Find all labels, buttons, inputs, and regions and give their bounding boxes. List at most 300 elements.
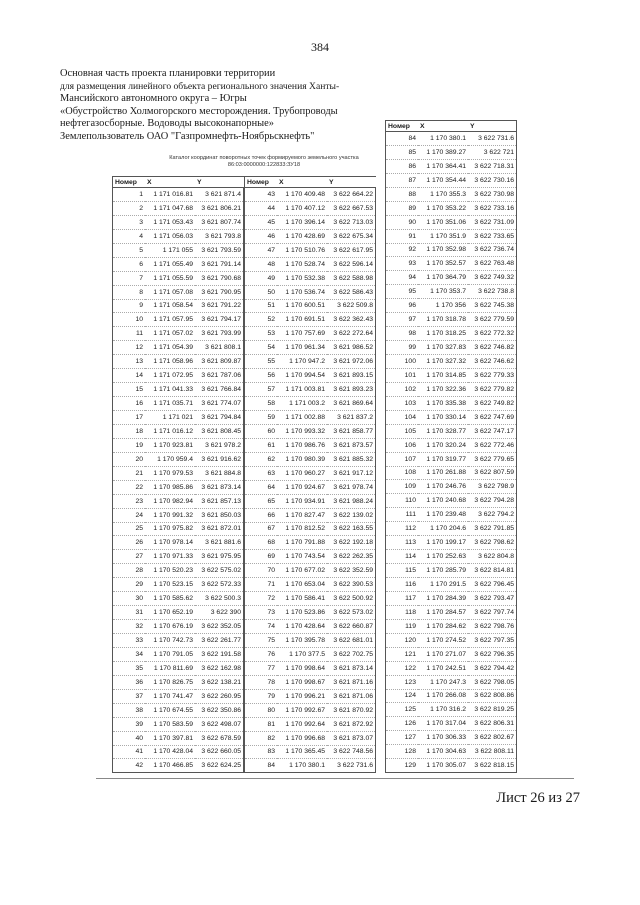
table-row — [386, 452, 517, 466]
table-row — [245, 397, 376, 411]
cell-x: 1 171 057.08 — [145, 285, 195, 299]
cell-y: 3 621 871.4 — [195, 188, 244, 202]
cell-y: 3 621 871.06 — [327, 689, 376, 703]
cell-x: 1 170 364.41 — [418, 159, 468, 173]
cell-y: 3 622 192.18 — [327, 536, 376, 550]
cell-number: 91 — [386, 229, 419, 243]
cell-y: 3 622 796.35 — [468, 647, 517, 661]
cell-y: 3 621 809.87 — [195, 355, 244, 369]
cell-y: 3 622 498.07 — [195, 717, 244, 731]
column-header-number: Номер — [245, 177, 278, 188]
cell-y: 3 622 747.17 — [468, 424, 517, 438]
table-row — [113, 620, 244, 634]
cell-y: 3 621 793.8 — [195, 229, 244, 243]
cell-x: 1 171 047.68 — [145, 201, 195, 215]
cell-x: 1 170 532.38 — [277, 271, 327, 285]
cell-y: 3 622 808.86 — [468, 689, 517, 703]
cell-number: 74 — [245, 620, 278, 634]
column-header-number: Номер — [113, 177, 146, 188]
cell-y: 3 621 808.45 — [195, 424, 244, 438]
table-row — [386, 257, 517, 271]
table-row — [113, 271, 244, 285]
cell-y: 3 622 617.95 — [327, 243, 376, 257]
cell-x: 1 170 536.74 — [277, 285, 327, 299]
cell-number: 30 — [113, 592, 146, 606]
cell-x: 1 170 353.7 — [418, 285, 468, 299]
cell-y: 3 622 139.02 — [327, 508, 376, 522]
column-header-y: Y — [468, 121, 517, 132]
cell-y: 3 622 794.2 — [468, 508, 517, 522]
table-row — [113, 494, 244, 508]
cell-x: 1 171 072.95 — [145, 369, 195, 383]
cell-number: 124 — [386, 689, 419, 703]
cell-number: 66 — [245, 508, 278, 522]
cell-x: 1 170 466.85 — [145, 759, 195, 773]
cell-number: 127 — [386, 731, 419, 745]
cell-x: 1 170 364.79 — [418, 271, 468, 285]
cell-number: 84 — [245, 759, 278, 773]
table-row — [245, 257, 376, 271]
cell-y: 3 622 736.74 — [468, 243, 517, 257]
table-caption — [144, 155, 384, 169]
cell-y: 3 622 730.16 — [468, 173, 517, 187]
cell-x: 1 170 978.14 — [145, 536, 195, 550]
cell-x: 1 170 998.67 — [277, 675, 327, 689]
cell-x: 1 170 743.54 — [277, 550, 327, 564]
cell-x: 1 170 653.04 — [277, 578, 327, 592]
cell-y: 3 621 873.14 — [327, 661, 376, 675]
table-row — [113, 536, 244, 550]
cell-y: 3 621 975.95 — [195, 550, 244, 564]
cell-y: 3 622 746.62 — [468, 355, 517, 369]
table-row — [113, 689, 244, 703]
cell-x: 1 170 320.24 — [418, 438, 468, 452]
table-row — [113, 731, 244, 745]
cell-number: 4 — [113, 229, 146, 243]
table-row — [245, 383, 376, 397]
table-row — [245, 578, 376, 592]
cell-x: 1 170 528.74 — [277, 257, 327, 271]
cell-y: 3 622 798.9 — [468, 480, 517, 494]
cell-y: 3 621 881.6 — [195, 536, 244, 550]
cell-x: 1 170 674.55 — [145, 703, 195, 717]
cell-x: 1 170 199.17 — [418, 536, 468, 550]
cell-number: 18 — [113, 424, 146, 438]
cell-x: 1 171 055.49 — [145, 257, 195, 271]
cell-number: 43 — [245, 188, 278, 202]
cell-x: 1 170 520.23 — [145, 564, 195, 578]
cell-x: 1 170 204.6 — [418, 522, 468, 536]
cell-number: 78 — [245, 675, 278, 689]
cell-x: 1 170 428.64 — [277, 620, 327, 634]
cell-y: 3 621 871.16 — [327, 675, 376, 689]
cell-x: 1 170 356 — [418, 299, 468, 313]
cell-x: 1 170 291.5 — [418, 578, 468, 592]
cell-x: 1 170 327.32 — [418, 355, 468, 369]
cell-y: 3 622 162.98 — [195, 661, 244, 675]
cell-number: 13 — [113, 355, 146, 369]
table-row — [113, 745, 244, 759]
cell-number: 32 — [113, 620, 146, 634]
cell-number: 119 — [386, 619, 419, 633]
cell-x: 1 170 328.77 — [418, 424, 468, 438]
cell-x: 1 170 826.75 — [145, 675, 195, 689]
table-row — [386, 410, 517, 424]
table-row — [245, 313, 376, 327]
cell-number: 20 — [113, 452, 146, 466]
cell-y: 3 622 572.33 — [195, 578, 244, 592]
table-row — [386, 173, 517, 187]
cell-number: 122 — [386, 661, 419, 675]
cell-x: 1 170 389.27 — [418, 145, 468, 159]
cell-y: 3 622 748.56 — [327, 745, 376, 759]
table-row — [245, 480, 376, 494]
cell-number: 129 — [386, 759, 419, 773]
cell-x: 1 171 003.81 — [277, 383, 327, 397]
header-line: нефтегазосборные. Водоводы высоконапорные» — [60, 118, 274, 130]
table-row — [113, 661, 244, 675]
cell-x: 1 170 523.15 — [145, 578, 195, 592]
cell-y: 3 621 791.14 — [195, 257, 244, 271]
table-row — [113, 703, 244, 717]
cell-y: 3 622 678.59 — [195, 731, 244, 745]
cell-x: 1 170 811.69 — [145, 661, 195, 675]
cell-y: 3 621 794.17 — [195, 313, 244, 327]
header-line: Мансийского автономного округа – Югры — [60, 93, 247, 105]
cell-y: 3 621 807.74 — [195, 215, 244, 229]
cell-number: 98 — [386, 327, 419, 341]
table-row — [386, 438, 517, 452]
cell-number: 36 — [113, 675, 146, 689]
header-line: для размещения линейного объекта регионального значения Ханты- — [60, 80, 340, 92]
cell-y: 3 622 500.3 — [195, 592, 244, 606]
cell-y: 3 622 390.53 — [327, 578, 376, 592]
table-row — [113, 592, 244, 606]
cell-y: 3 622 733.65 — [468, 229, 517, 243]
cell-y: 3 622 796.45 — [468, 578, 517, 592]
cell-number: 34 — [113, 647, 146, 661]
table-row — [386, 522, 517, 536]
table-row — [386, 605, 517, 619]
cell-number: 88 — [386, 187, 419, 201]
cell-number: 50 — [245, 285, 278, 299]
cell-y: 3 622 731.09 — [468, 215, 517, 229]
cell-number: 49 — [245, 271, 278, 285]
cell-y: 3 621 986.52 — [327, 341, 376, 355]
cell-number: 10 — [113, 313, 146, 327]
column-header-x: X — [418, 121, 468, 132]
cell-y: 3 622 802.67 — [468, 731, 517, 745]
cell-x: 1 170 947.2 — [277, 355, 327, 369]
cell-x: 1 170 600.51 — [277, 299, 327, 313]
table-header-row — [386, 121, 517, 132]
cell-number: 68 — [245, 536, 278, 550]
cell-number: 21 — [113, 466, 146, 480]
cell-y: 3 622 819.25 — [468, 703, 517, 717]
cell-y: 3 622 596.14 — [327, 257, 376, 271]
cell-x: 1 170 246.76 — [418, 480, 468, 494]
table-row — [113, 606, 244, 620]
cell-y: 3 622 731.6 — [327, 759, 376, 773]
cell-x: 1 170 306.33 — [418, 731, 468, 745]
cell-y: 3 622 779.33 — [468, 368, 517, 382]
table-row — [386, 689, 517, 703]
cell-x: 1 171 058.54 — [145, 299, 195, 313]
table-row — [245, 424, 376, 438]
cell-number: 39 — [113, 717, 146, 731]
cell-x: 1 171 021 — [145, 411, 195, 425]
cell-y: 3 621 850.03 — [195, 508, 244, 522]
table-row — [386, 327, 517, 341]
table-row — [113, 243, 244, 257]
cell-y: 3 622 794.28 — [468, 494, 517, 508]
cell-number: 16 — [113, 397, 146, 411]
cell-x: 1 170 986.76 — [277, 438, 327, 452]
cell-y: 3 621 873.14 — [195, 480, 244, 494]
cell-y: 3 622 818.15 — [468, 759, 517, 773]
table-row — [245, 327, 376, 341]
table-row — [113, 355, 244, 369]
cell-number: 79 — [245, 689, 278, 703]
cell-y: 3 622 746.82 — [468, 341, 517, 355]
table-row — [113, 188, 244, 202]
cell-x: 1 170 992.64 — [277, 717, 327, 731]
cell-x: 1 170 335.38 — [418, 396, 468, 410]
cell-number: 19 — [113, 438, 146, 452]
cell-y: 3 622 509.8 — [327, 299, 376, 313]
cell-y: 3 622 191.58 — [195, 647, 244, 661]
cell-number: 73 — [245, 606, 278, 620]
cell-y: 3 622 798.05 — [468, 675, 517, 689]
table-row — [386, 494, 517, 508]
column-header-x: X — [145, 177, 195, 188]
cell-number: 27 — [113, 550, 146, 564]
cell-x: 1 170 510.76 — [277, 243, 327, 257]
cell-number: 14 — [113, 369, 146, 383]
coordinates-table-left — [112, 176, 244, 773]
cell-y: 3 621 893.15 — [327, 369, 376, 383]
cell-x: 1 170 314.85 — [418, 368, 468, 382]
table-row — [386, 759, 517, 773]
cell-number: 41 — [113, 745, 146, 759]
table-row — [386, 285, 517, 299]
cell-x: 1 171 016.12 — [145, 424, 195, 438]
cell-x: 1 170 991.32 — [145, 508, 195, 522]
table-row — [113, 285, 244, 299]
cell-number: 1 — [113, 188, 146, 202]
cell-y: 3 622 747.69 — [468, 410, 517, 424]
cell-x: 1 170 923.81 — [145, 438, 195, 452]
cell-number: 25 — [113, 522, 146, 536]
cell-y: 3 622 718.31 — [468, 159, 517, 173]
table-row — [245, 285, 376, 299]
cell-x: 1 170 934.91 — [277, 494, 327, 508]
cell-x: 1 170 992.67 — [277, 703, 327, 717]
cell-x: 1 170 239.48 — [418, 508, 468, 522]
cell-y: 3 621 790.95 — [195, 285, 244, 299]
cell-y: 3 621 872.92 — [327, 717, 376, 731]
table-row — [386, 382, 517, 396]
table-row — [386, 145, 517, 159]
cell-x: 1 170 428.04 — [145, 745, 195, 759]
cell-x: 1 170 352.98 — [418, 243, 468, 257]
table-row — [386, 536, 517, 550]
cell-x: 1 170 318.78 — [418, 313, 468, 327]
cell-y: 3 622 500.92 — [327, 592, 376, 606]
cell-x: 1 171 041.33 — [145, 383, 195, 397]
cell-y: 3 622 772.32 — [468, 327, 517, 341]
cell-number: 118 — [386, 605, 419, 619]
cell-y: 3 622 575.02 — [195, 564, 244, 578]
table-row — [386, 466, 517, 480]
table-row — [113, 257, 244, 271]
cell-x: 1 170 305.07 — [418, 759, 468, 773]
cell-number: 89 — [386, 201, 419, 215]
cell-y: 3 622 675.34 — [327, 229, 376, 243]
cell-number: 51 — [245, 299, 278, 313]
cell-number: 22 — [113, 480, 146, 494]
cell-number: 63 — [245, 466, 278, 480]
cell-x: 1 170 351.9 — [418, 229, 468, 243]
table-row — [386, 564, 517, 578]
cell-number: 46 — [245, 229, 278, 243]
cell-y: 3 622 261.77 — [195, 634, 244, 648]
cell-number: 75 — [245, 634, 278, 648]
cell-x: 1 171 054.39 — [145, 341, 195, 355]
cell-y: 3 622 272.64 — [327, 327, 376, 341]
cell-x: 1 170 284.62 — [418, 619, 468, 633]
cell-x: 1 170 396.14 — [277, 215, 327, 229]
cell-y: 3 622 731.6 — [468, 132, 517, 146]
cell-y: 3 621 774.07 — [195, 397, 244, 411]
table-row — [386, 132, 517, 146]
table-row — [245, 369, 376, 383]
cell-x: 1 170 284.39 — [418, 591, 468, 605]
cell-number: 104 — [386, 410, 419, 424]
cell-y: 3 621 857.13 — [195, 494, 244, 508]
cell-y: 3 621 837.2 — [327, 411, 376, 425]
cell-number: 77 — [245, 661, 278, 675]
cell-x: 1 171 002.88 — [277, 411, 327, 425]
cell-x: 1 170 242.51 — [418, 661, 468, 675]
cell-y: 3 621 869.64 — [327, 397, 376, 411]
cell-x: 1 170 998.64 — [277, 661, 327, 675]
cell-y: 3 621 787.06 — [195, 369, 244, 383]
cell-number: 8 — [113, 285, 146, 299]
table-row — [245, 536, 376, 550]
table-row — [245, 675, 376, 689]
cell-x: 1 170 827.47 — [277, 508, 327, 522]
table-row — [386, 243, 517, 257]
document-header — [60, 68, 380, 144]
cell-number: 24 — [113, 508, 146, 522]
table-row — [245, 550, 376, 564]
cell-number: 17 — [113, 411, 146, 425]
cell-x: 1 170 351.06 — [418, 215, 468, 229]
table-row — [113, 717, 244, 731]
table-row — [245, 689, 376, 703]
table-row — [386, 299, 517, 313]
cell-number: 84 — [386, 132, 419, 146]
cell-y: 3 621 793.99 — [195, 327, 244, 341]
table-row — [113, 522, 244, 536]
cell-y: 3 621 873.57 — [327, 438, 376, 452]
cell-number: 102 — [386, 382, 419, 396]
table-row — [113, 578, 244, 592]
cell-x: 1 170 791.05 — [145, 647, 195, 661]
cell-y: 3 622 681.01 — [327, 634, 376, 648]
cell-number: 76 — [245, 647, 278, 661]
cell-number: 52 — [245, 313, 278, 327]
table-row — [113, 313, 244, 327]
cell-number: 45 — [245, 215, 278, 229]
cell-x: 1 170 318.25 — [418, 327, 468, 341]
table-row — [245, 243, 376, 257]
table-row — [245, 564, 376, 578]
page-number: 384 — [311, 40, 329, 54]
cell-x: 1 170 980.39 — [277, 452, 327, 466]
cell-number: 96 — [386, 299, 419, 313]
cell-x: 1 170 397.81 — [145, 731, 195, 745]
cell-number: 40 — [113, 731, 146, 745]
table-header-row — [113, 177, 244, 188]
cell-number: 62 — [245, 452, 278, 466]
cell-x: 1 170 523.86 — [277, 606, 327, 620]
cell-x: 1 170 327.83 — [418, 341, 468, 355]
cell-number: 59 — [245, 411, 278, 425]
cell-number: 28 — [113, 564, 146, 578]
cell-x: 1 170 586.41 — [277, 592, 327, 606]
table-row — [386, 396, 517, 410]
cell-number: 85 — [386, 145, 419, 159]
cell-y: 3 622 807.59 — [468, 466, 517, 480]
cell-x: 1 171 056.03 — [145, 229, 195, 243]
table-row — [245, 731, 376, 745]
table-row — [113, 438, 244, 452]
cell-y: 3 622 749.32 — [468, 271, 517, 285]
column-header-number: Номер — [386, 121, 419, 132]
cell-number: 6 — [113, 257, 146, 271]
table-row — [386, 508, 517, 522]
table-row — [113, 759, 244, 773]
table-row — [245, 647, 376, 661]
cell-number: 48 — [245, 257, 278, 271]
table-row — [245, 620, 376, 634]
cell-x: 1 170 330.14 — [418, 410, 468, 424]
cell-y: 3 622 791.85 — [468, 522, 517, 536]
table-row — [245, 452, 376, 466]
cell-y: 3 622 588.98 — [327, 271, 376, 285]
cell-x: 1 170 961.34 — [277, 341, 327, 355]
cell-x: 1 170 380.1 — [277, 759, 327, 773]
cell-x: 1 170 971.33 — [145, 550, 195, 564]
caption-title: Каталог координат поворотных точек формируемого земельного участка — [169, 155, 359, 161]
cell-number: 103 — [386, 396, 419, 410]
table-row — [245, 341, 376, 355]
cell-y: 3 622 573.02 — [327, 606, 376, 620]
cell-number: 35 — [113, 661, 146, 675]
cell-y: 3 621 806.21 — [195, 201, 244, 215]
cell-number: 126 — [386, 717, 419, 731]
cell-x: 1 170 377.5 — [277, 647, 327, 661]
cell-number: 26 — [113, 536, 146, 550]
cell-number: 9 — [113, 299, 146, 313]
table-row — [386, 731, 517, 745]
cell-number: 53 — [245, 327, 278, 341]
table-row — [113, 508, 244, 522]
table-row — [245, 508, 376, 522]
cell-number: 109 — [386, 480, 419, 494]
